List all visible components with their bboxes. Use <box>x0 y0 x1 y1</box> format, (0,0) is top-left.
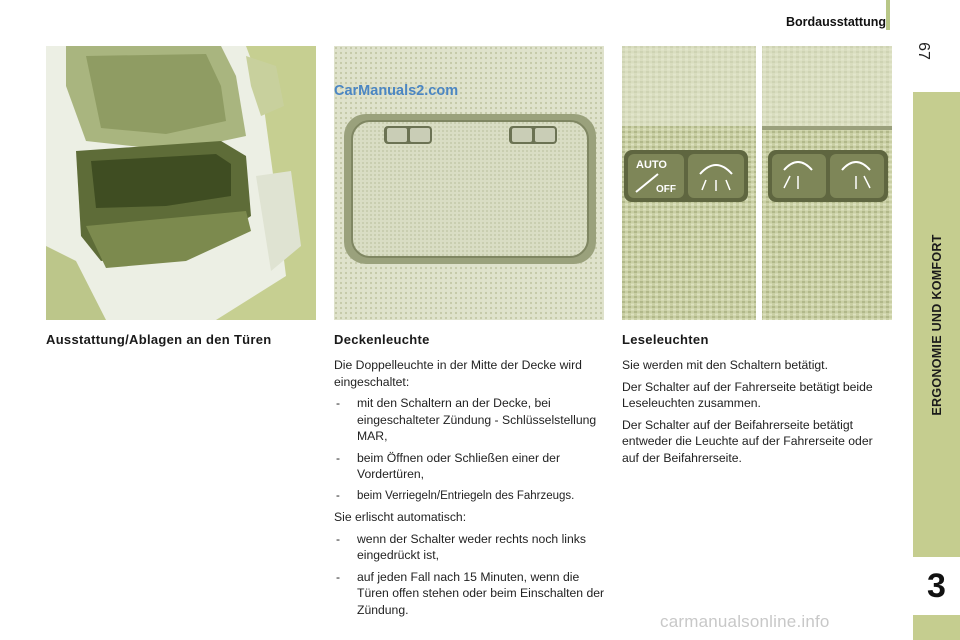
list-item <box>334 395 606 445</box>
reading-lights-section-title: Leseleuchten <box>622 332 709 347</box>
reading-light-switches-illustration <box>622 46 892 320</box>
list-item-text: beim Verriegeln/Entriegeln des Fahrzeugs. <box>357 489 575 502</box>
ceiling-light-section-title: Deckenleuchte <box>334 332 430 347</box>
reading-paragraph: Der Schalter auf der Fahrerseite betätigt beide Leseleuchten zusammen. <box>622 379 873 410</box>
reading-lights-text <box>622 357 890 471</box>
ceiling-light-text <box>334 357 606 623</box>
list-item-text: auf jeden Fall nach 15 Minuten, wenn die Türen offen stehen oder beim Einschalten der Zündung. <box>357 569 605 617</box>
reading-paragraph: Der Schalter auf der Beifahrerseite betätigt entweder die Leuchte auf der Fahrerseite oder auf der Beifahrerseite. <box>622 417 873 465</box>
ceiling-auto-off-intro: Sie erlischt automatisch: <box>334 510 467 524</box>
header-section-title: Bordausstattung <box>786 15 886 29</box>
reading-light-drawing <box>622 46 892 320</box>
ceiling-intro: Die Doppelleuchte in der Mitte der Decke wird eingeschaltet: <box>334 358 582 389</box>
doors-section-title: Ausstattung/Ablagen an den Türen <box>46 332 272 347</box>
header-accent-line <box>886 0 890 30</box>
bullet-dash: - <box>336 489 340 502</box>
chapter-title: ERGONOMIE UND KOMFORT <box>929 233 944 416</box>
bullet-dash: - <box>336 569 341 584</box>
off-label: OFF <box>656 184 676 195</box>
door-storage-illustration <box>46 46 316 320</box>
list-item <box>334 569 606 619</box>
ceiling-light-illustration <box>334 46 604 320</box>
list-item-text: wenn der Schalter weder rechts noch links eingedrückt ist, <box>357 531 586 562</box>
list-item-text: beim Öffnen oder Schließen einer der Vordertüren, <box>357 450 561 481</box>
chapter-number: 3 <box>927 567 946 605</box>
list-item-text: mit den Schaltern an der Decke, bei eingeschalteter Zündung - Schlüsselstellung MAR, <box>357 396 597 443</box>
list-item <box>334 531 606 564</box>
bullet-dash: - <box>336 450 341 465</box>
door-storage-drawing <box>46 46 316 320</box>
footer-watermark: carmanualsonline.info <box>660 612 830 631</box>
list-item <box>334 488 606 505</box>
reading-paragraph: Sie werden mit den Schaltern betätigt. <box>622 358 828 372</box>
page-number: 67 <box>915 42 932 60</box>
bullet-dash: - <box>336 531 341 546</box>
auto-label: AUTO <box>636 159 667 171</box>
chapter-title-container <box>913 92 960 557</box>
carmanuals-watermark: CarManuals2.com <box>334 83 459 99</box>
list-item <box>334 450 606 483</box>
bullet-dash: - <box>336 396 341 410</box>
